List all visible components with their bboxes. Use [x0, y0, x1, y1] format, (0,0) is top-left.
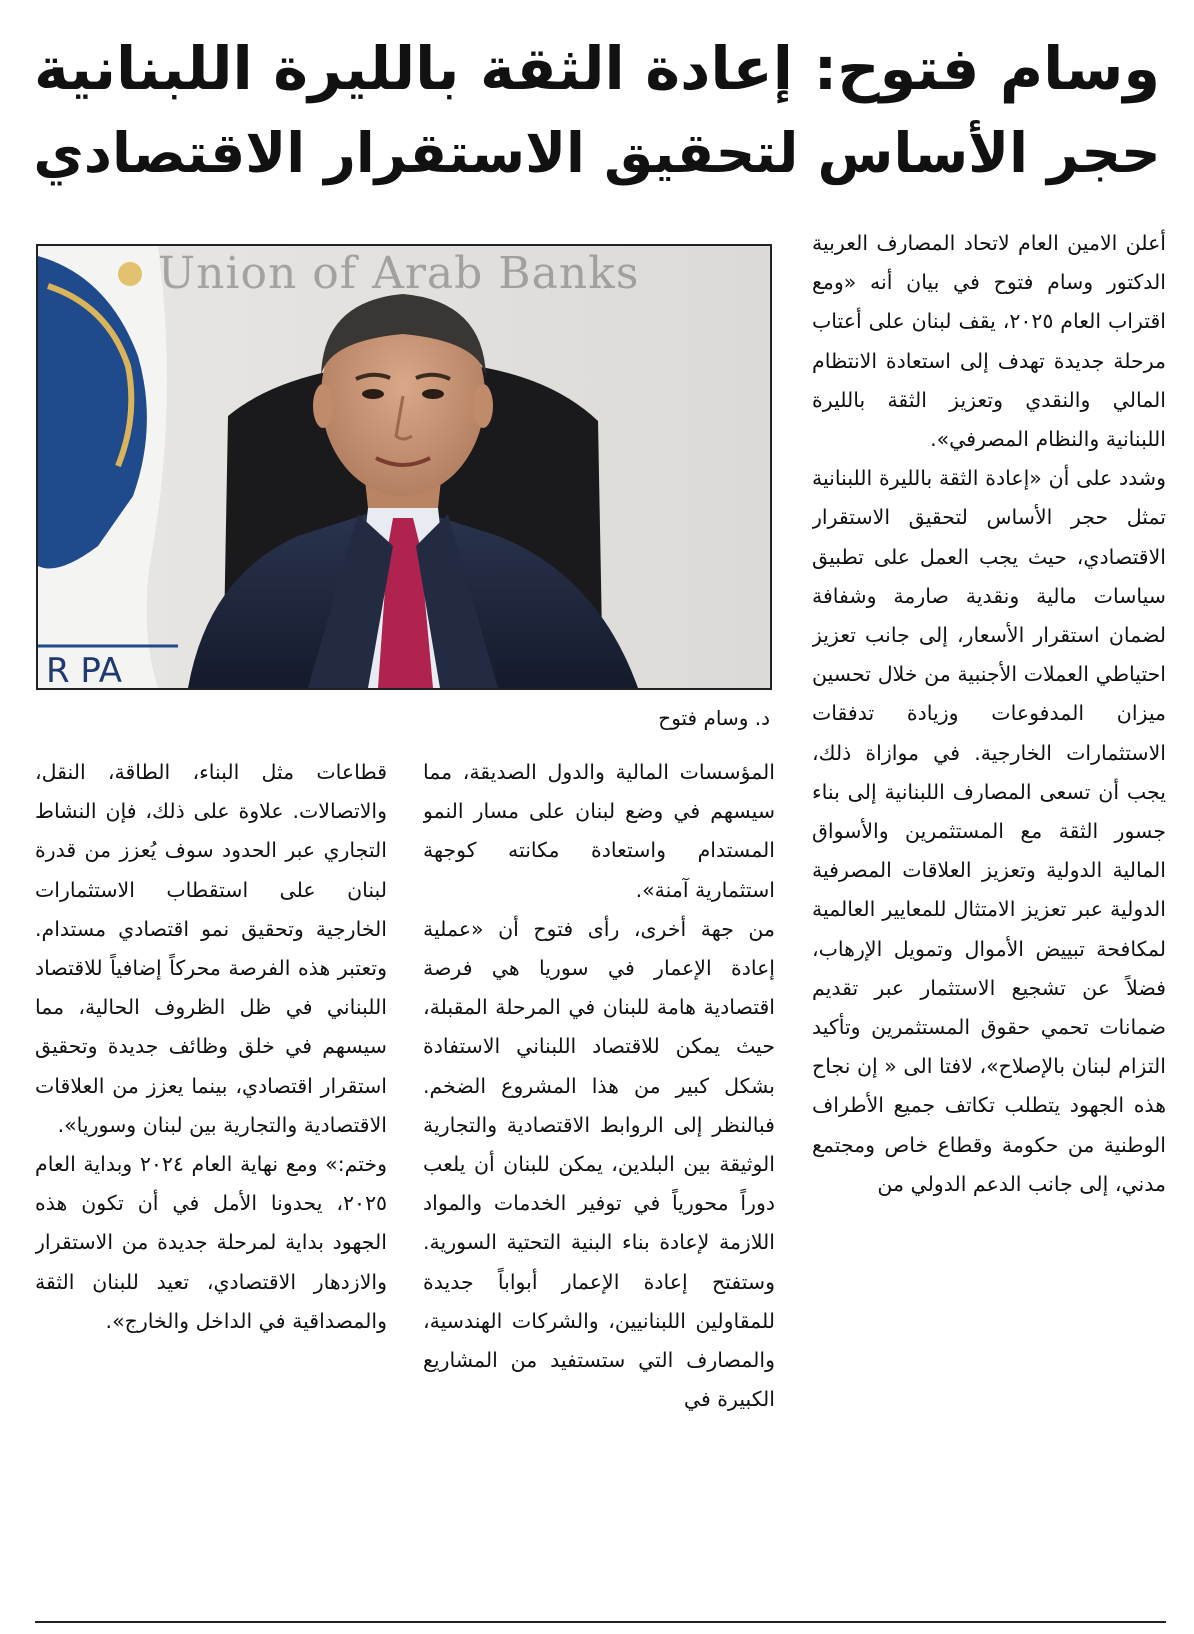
paragraph: قطاعات مثل البناء، الطاقة، النقل، والاتصالات. علاوة على ذلك، فإن النشاط التجاري عبر الحدود سوف يُعزز من قدرة لبنان على استقطاب الاستثمارات الخارجية وتحقيق نمو اقتصادي مستدام. وتعتبر هذه الفرصة محركاً إضافياً للاقتصاد اللبناني في ظل الظروف الحالية، مما سيسهم في خلق وظائف جديدة وتحقيق استقرار اقتصادي، بينما يعزز من العلاقات الاقتصادية والتجارية بين لبنان وسوريا». — [35, 760, 387, 1137]
photo-caption: د. وسام فتوح — [658, 706, 770, 730]
paragraph: من جهة أخرى، رأى فتوح أن «عملية إعادة الإعمار في سوريا هي فرصة اقتصادية هامة للبنان في المرحلة المقبلة، حيث يمكن للاقتصاد اللبناني الاستفادة بشكل كبير من هذا المشروع الضخم. فبالنظر إلى الروابط الاقتصادية والتجارية الوثيقة بين البلدين، يمكن للبنان أن يلعب دوراً محورياً في توفير الخدمات والمواد اللازمة لإعادة بناء البنية التحتية السورية. وستفتح إعادة الإعمار أبواباً جديدة للمقاولين اللبنانيين، والشركات الهندسية، والمصارف التي ستستفيد من المشاريع الكبيرة في — [423, 916, 775, 1412]
portrait-photo — [36, 244, 772, 690]
headline-line-2: حجر الأساس لتحقيق الاستقرار الاقتصادي — [33, 121, 1161, 185]
svg-text:R PA: R PA — [46, 651, 123, 688]
article-column-middle — [423, 753, 775, 1614]
headline-line-1: وسام فتوح: إعادة الثقة بالليرة اللبنانية — [33, 34, 1161, 103]
bottom-rule — [35, 1621, 1166, 1623]
paragraph: وختم:» ومع نهاية العام ٢٠٢٤ وبداية العام ٢٠٢٥، يحدونا الأمل في أن تكون هذه الجهود بداية لمرحلة جديدة من الاستقرار والازدهار الاقتصادي، تعيد للبنان الثقة والمصداقية في الداخل والخارج». — [35, 1152, 387, 1333]
portrait-illustration — [38, 246, 770, 688]
photo-watermark: Union of Arab Banks — [158, 248, 640, 299]
paragraph: وشدد على أن «إعادة الثقة بالليرة اللبنانية تمثل حجر الأساس لتحقيق الاستقرار الاقتصادي، حيث يجب العمل على تطبيق سياسات مالية ونقدية صارمة وشفافة لضمان استقرار الأسعار، إلى جانب تعزيز احتياطي العملات الأجنبية من خلال تحسين ميزان المدفوعات وزيادة تدفقات الاستثمارات الخارجية. في موازاة ذلك، يجب أن تسعى المصارف اللبنانية إلى بناء جسور الثقة مع المستثمرين والأسواق المالية الدولية وتعزيز العلاقات المصرفية الدولية عبر تعزيز الامتثال للمعايير العالمية لمكافحة تبييض الأموال وتمويل الإرهاب، فضلاً عن تشجيع الاستثمار عبر تقديم ضمانات تحمي حقوق المستثمرين وتأكيد التزام لبنان بالإصلاح»، لافتا الى « إن نجاح هذه الجهود يتطلب تكاتف جميع الأطراف الوطنية من حكومة وقطاع خاص ومجتمع مدني، إلى جانب الدعم الدولي من — [812, 466, 1166, 1196]
paragraph: المؤسسات المالية والدول الصديقة، مما سيسهم في وضع لبنان على مسار النمو المستدام واستعادة مكانته كوجهة استثمارية آمنة». — [423, 760, 775, 902]
paragraph: أعلن الامين العام لاتحاد المصارف العربية الدكتور وسام فتوح في بيان أنه «ومع اقتراب العام ٢٠٢٥، يقف لبنان على أعتاب مرحلة جديدة تهدف إلى استعادة الانتظام المالي والنقدي وتعزيز الثقة بالليرة اللبنانية والنظام المصرفي». — [812, 231, 1166, 452]
article-column-right — [812, 224, 1166, 1614]
article-column-left — [35, 753, 387, 1614]
